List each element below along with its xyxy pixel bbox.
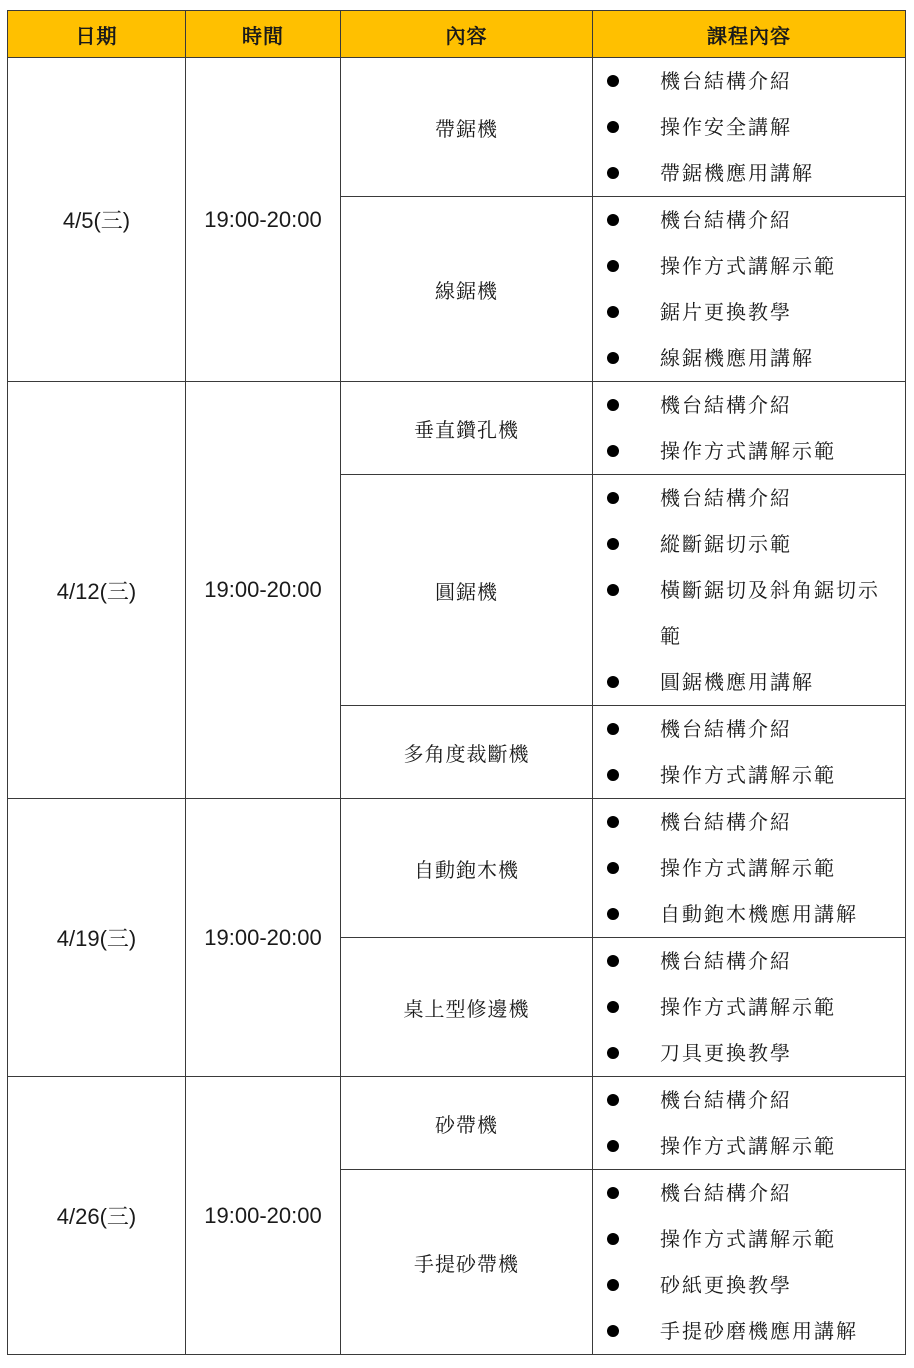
course-item-text: 帶鋸機應用講解 bbox=[660, 161, 814, 185]
course-items-cell bbox=[593, 1170, 906, 1355]
header-content: 內容 bbox=[341, 11, 593, 58]
list-item bbox=[593, 1216, 905, 1262]
bullet-icon bbox=[607, 908, 619, 920]
session-time: 19:00-20:00 bbox=[186, 1077, 341, 1355]
machine-name: 圓鋸機 bbox=[341, 475, 593, 706]
course-item-list bbox=[593, 382, 905, 474]
course-item-text: 手提砂磨機應用講解 bbox=[660, 1319, 858, 1343]
course-item-list bbox=[593, 799, 905, 937]
machine-name: 垂直鑽孔機 bbox=[341, 382, 593, 475]
bullet-icon bbox=[607, 584, 619, 596]
list-item bbox=[593, 58, 905, 104]
bullet-icon bbox=[607, 306, 619, 318]
list-item bbox=[593, 706, 905, 752]
course-item-list bbox=[593, 58, 905, 196]
machine-name: 手提砂帶機 bbox=[341, 1170, 593, 1355]
list-item bbox=[593, 104, 905, 150]
session-time: 19:00-20:00 bbox=[186, 382, 341, 799]
list-item bbox=[593, 938, 905, 984]
list-item bbox=[593, 521, 905, 567]
course-item-text: 機台結構介紹 bbox=[660, 393, 792, 417]
course-item-text: 操作安全講解 bbox=[660, 115, 792, 139]
course-item-text: 機台結構介紹 bbox=[660, 486, 792, 510]
list-item bbox=[593, 1030, 905, 1076]
course-item-text: 操作方式講解示範 bbox=[660, 439, 836, 463]
bullet-icon bbox=[607, 1047, 619, 1059]
table-row bbox=[8, 1077, 906, 1170]
bullet-icon bbox=[607, 214, 619, 226]
course-item-text: 砂紙更換教學 bbox=[660, 1273, 792, 1297]
list-item bbox=[593, 197, 905, 243]
course-item-text: 機台結構介紹 bbox=[660, 949, 792, 973]
course-item-list bbox=[593, 1077, 905, 1169]
course-item-list bbox=[593, 197, 905, 381]
bullet-icon bbox=[607, 769, 619, 781]
table-header-row bbox=[8, 11, 906, 58]
course-item-text: 操作方式講解示範 bbox=[660, 995, 836, 1019]
list-item bbox=[593, 382, 905, 428]
session-date: 4/5(三) bbox=[8, 58, 186, 382]
course-item-text: 縱斷鋸切示範 bbox=[660, 532, 792, 556]
list-item bbox=[593, 659, 905, 705]
session-date: 4/26(三) bbox=[8, 1077, 186, 1355]
bullet-icon bbox=[607, 1094, 619, 1106]
bullet-icon bbox=[607, 723, 619, 735]
course-item-text: 機台結構介紹 bbox=[660, 208, 792, 232]
course-items-cell bbox=[593, 197, 906, 382]
course-item-text: 刀具更換教學 bbox=[660, 1041, 792, 1065]
session-time: 19:00-20:00 bbox=[186, 799, 341, 1077]
course-item-text: 機台結構介紹 bbox=[660, 1181, 792, 1205]
course-item-list bbox=[593, 1170, 905, 1354]
list-item bbox=[593, 475, 905, 521]
course-item-text: 操作方式講解示範 bbox=[660, 1134, 836, 1158]
bullet-icon bbox=[607, 1187, 619, 1199]
machine-name: 桌上型修邊機 bbox=[341, 938, 593, 1077]
list-item bbox=[593, 752, 905, 798]
machine-name: 多角度裁斷機 bbox=[341, 706, 593, 799]
course-item-text: 操作方式講解示範 bbox=[660, 856, 836, 880]
bullet-icon bbox=[607, 955, 619, 967]
session-date: 4/12(三) bbox=[8, 382, 186, 799]
list-item bbox=[593, 799, 905, 845]
list-item bbox=[593, 891, 905, 937]
session-time: 19:00-20:00 bbox=[186, 58, 341, 382]
header-date: 日期 bbox=[8, 11, 186, 58]
bullet-icon bbox=[607, 352, 619, 364]
course-items-cell bbox=[593, 799, 906, 938]
bullet-icon bbox=[607, 1279, 619, 1291]
course-items-cell bbox=[593, 382, 906, 475]
list-item bbox=[593, 845, 905, 891]
header-time: 時間 bbox=[186, 11, 341, 58]
list-item bbox=[593, 984, 905, 1030]
course-item-text: 機台結構介紹 bbox=[660, 69, 792, 93]
list-item bbox=[593, 1123, 905, 1169]
list-item bbox=[593, 150, 905, 196]
course-item-list bbox=[593, 475, 905, 705]
session-date: 4/19(三) bbox=[8, 799, 186, 1077]
course-items-cell bbox=[593, 58, 906, 197]
machine-name: 自動鉋木機 bbox=[341, 799, 593, 938]
bullet-icon bbox=[607, 1001, 619, 1013]
list-item bbox=[593, 1077, 905, 1123]
machine-name: 砂帶機 bbox=[341, 1077, 593, 1170]
bullet-icon bbox=[607, 260, 619, 272]
list-item bbox=[593, 1308, 905, 1354]
course-item-text: 機台結構介紹 bbox=[660, 1088, 792, 1112]
course-item-text: 鋸片更換教學 bbox=[660, 300, 792, 324]
list-item bbox=[593, 289, 905, 335]
list-item bbox=[593, 243, 905, 289]
course-items-cell bbox=[593, 475, 906, 706]
list-item bbox=[593, 335, 905, 381]
bullet-icon bbox=[607, 1140, 619, 1152]
bullet-icon bbox=[607, 492, 619, 504]
machine-name: 線鋸機 bbox=[341, 197, 593, 382]
bullet-icon bbox=[607, 167, 619, 179]
table-row bbox=[8, 382, 906, 475]
bullet-icon bbox=[607, 75, 619, 87]
course-schedule-table bbox=[7, 10, 906, 1355]
list-item bbox=[593, 567, 905, 659]
course-item-text: 操作方式講解示範 bbox=[660, 763, 836, 787]
header-course-content: 課程內容 bbox=[593, 11, 906, 58]
course-item-text: 圓鋸機應用講解 bbox=[660, 670, 814, 694]
course-item-text: 操作方式講解示範 bbox=[660, 254, 836, 278]
bullet-icon bbox=[607, 816, 619, 828]
course-items-cell bbox=[593, 1077, 906, 1170]
course-item-text: 線鋸機應用講解 bbox=[660, 346, 814, 370]
list-item bbox=[593, 1170, 905, 1216]
list-item bbox=[593, 428, 905, 474]
course-items-cell bbox=[593, 706, 906, 799]
course-item-list bbox=[593, 938, 905, 1076]
machine-name: 帶鋸機 bbox=[341, 58, 593, 197]
table-row bbox=[8, 58, 906, 197]
course-item-list bbox=[593, 706, 905, 798]
bullet-icon bbox=[607, 676, 619, 688]
bullet-icon bbox=[607, 445, 619, 457]
course-item-text: 機台結構介紹 bbox=[660, 717, 792, 741]
list-item bbox=[593, 1262, 905, 1308]
bullet-icon bbox=[607, 1233, 619, 1245]
course-item-text: 自動鉋木機應用講解 bbox=[660, 902, 858, 926]
bullet-icon bbox=[607, 121, 619, 133]
course-item-text: 機台結構介紹 bbox=[660, 810, 792, 834]
course-items-cell bbox=[593, 938, 906, 1077]
bullet-icon bbox=[607, 399, 619, 411]
table-row bbox=[8, 799, 906, 938]
bullet-icon bbox=[607, 1325, 619, 1337]
course-item-text: 橫斷鋸切及斜角鋸切示範 bbox=[660, 578, 880, 648]
course-item-text: 操作方式講解示範 bbox=[660, 1227, 836, 1251]
bullet-icon bbox=[607, 862, 619, 874]
bullet-icon bbox=[607, 538, 619, 550]
